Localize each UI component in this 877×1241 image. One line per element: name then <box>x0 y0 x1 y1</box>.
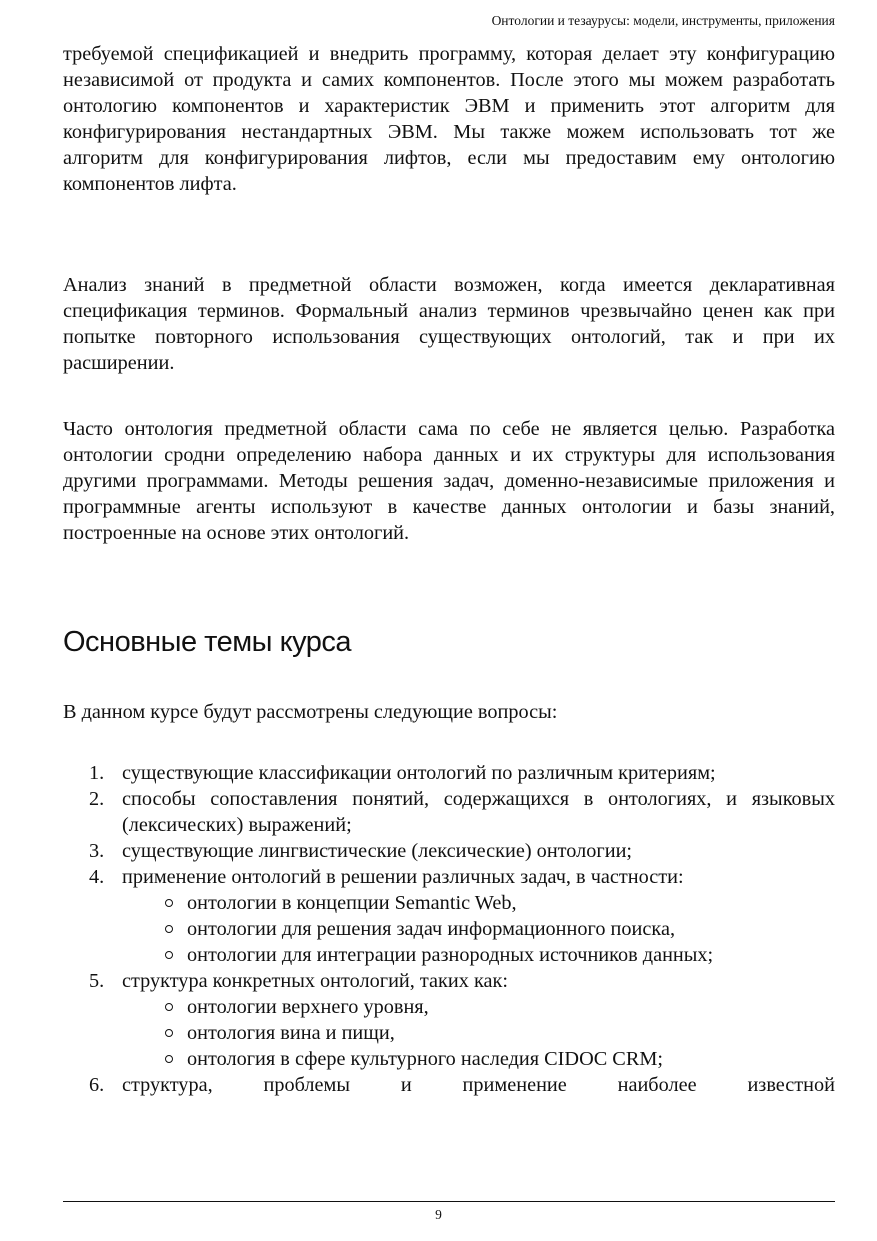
circle-bullet-icon <box>165 1003 173 1011</box>
section-heading: Основные темы курса <box>63 626 352 658</box>
list-item <box>63 864 835 968</box>
circle-bullet-icon <box>165 899 173 907</box>
list-number: 4. <box>89 866 105 888</box>
list-number: 3. <box>89 840 105 862</box>
running-header: Онтологии и тезаурусы: модели, инструменты, приложения <box>491 13 835 28</box>
sub-list-item <box>122 994 835 1020</box>
footer-rule <box>63 1201 835 1202</box>
list-number: 5. <box>89 970 105 992</box>
paragraph <box>63 416 835 546</box>
sub-list-item <box>122 890 835 916</box>
paragraph <box>63 272 835 376</box>
sub-list <box>122 994 835 1072</box>
paragraph-text: Часто онтология предметной области сама по себе не является целью. Разработка онтологии сродни определению набора данных и их структуры для использования другими программами. Методы решения задач, доменно-независимые приложения и программные агенты используют в качестве данных онтологии и базы знаний, построенные на основе этих онтологий. <box>63 418 835 544</box>
list-item <box>63 968 835 1072</box>
paragraph <box>63 41 835 197</box>
circle-bullet-icon <box>165 1055 173 1063</box>
sub-list-item <box>122 1046 835 1072</box>
sub-list-item-text: онтологии для решения задач информационного поиска, <box>187 918 676 940</box>
list-number: 6. <box>89 1074 105 1096</box>
intro-text: В данном курсе будут рассмотрены следующие вопросы: <box>63 701 558 723</box>
sub-list-item <box>122 942 835 968</box>
sub-list-item <box>122 916 835 942</box>
list-item-text: применение онтологий в решении различных задач, в частности: <box>122 866 684 888</box>
list-number: 2. <box>89 788 105 810</box>
sub-list-item <box>122 1020 835 1046</box>
circle-bullet-icon <box>165 925 173 933</box>
list-item-text: существующие лингвистические (лексические) онтологии; <box>122 840 633 862</box>
circle-bullet-icon <box>165 1029 173 1037</box>
list-item-text: способы сопоставления понятий, содержащихся в онтологиях, и языковых (лексических) выражений; <box>122 788 835 836</box>
list-item <box>63 760 835 786</box>
topics-list <box>63 760 835 1098</box>
paragraph-text: требуемой спецификацией и внедрить программу, которая делает эту конфигурацию независимой от продукта и самих компонентов. После этого мы можем разработать онтологию компонентов и характеристик ЭВМ и применить этот алгоритм для конфигурирования нестандартных ЭВМ. Мы также можем использовать тот же алгоритм для конфигурирования лифтов, если мы предоставим ему онтологию компонентов лифта. <box>63 43 835 195</box>
list-item <box>63 786 835 838</box>
paragraph-text: Анализ знаний в предметной области возможен, когда имеется декларативная спецификация терминов. Формальный анализ терминов чрезвычайно ценен как при попытке повторного использования существующих онтологий, так и при их расширении. <box>63 274 835 374</box>
list-number: 1. <box>89 762 105 784</box>
sub-list-item-text: онтологии в концепции Semantic Web, <box>187 892 517 914</box>
list-item <box>63 1072 835 1098</box>
page-number: 9 <box>435 1207 442 1222</box>
sub-list-item-text: онтологии верхнего уровня, <box>187 996 429 1018</box>
sub-list-item-text: онтологии для интеграции разнородных источников данных; <box>187 944 714 966</box>
list-item <box>63 838 835 864</box>
list-item-text: структура, проблемы и применение наиболее известной <box>122 1074 835 1096</box>
sub-list <box>122 890 835 968</box>
list-item-text: существующие классификации онтологий по различным критериям; <box>122 762 716 784</box>
sub-list-item-text: онтология вина и пищи, <box>187 1022 395 1044</box>
list-item-text: структура конкретных онтологий, таких как: <box>122 970 508 992</box>
circle-bullet-icon <box>165 951 173 959</box>
sub-list-item-text: онтология в сфере культурного наследия CIDOC CRM; <box>187 1048 664 1070</box>
